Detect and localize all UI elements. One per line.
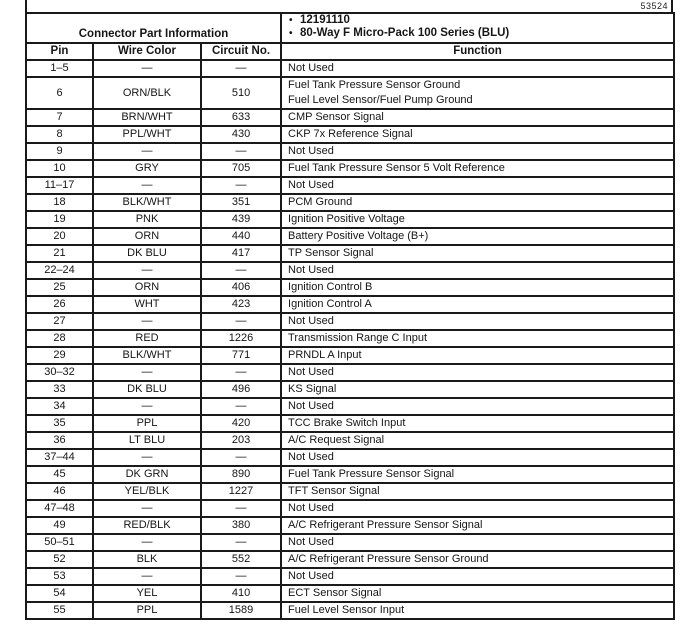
function-line: Not Used	[288, 366, 334, 378]
function-line: PRNDL A Input	[288, 349, 362, 361]
function-line: Ignition Positive Voltage	[288, 213, 405, 225]
column-header-row	[26, 43, 674, 60]
table-row	[26, 398, 674, 415]
pin-cell: 53	[26, 568, 93, 585]
table-row	[26, 415, 674, 432]
pin-cell: 49	[26, 517, 93, 534]
circuit-no-cell: —	[201, 313, 281, 330]
pin-cell: 30–32	[26, 364, 93, 381]
connector-pinout-table	[25, 12, 675, 620]
pin-cell: 10	[26, 160, 93, 177]
pin-cell: 11–17	[26, 177, 93, 194]
function-cell	[281, 228, 674, 245]
pin-cell: 29	[26, 347, 93, 364]
table-row	[26, 534, 674, 551]
function-line: Not Used	[288, 264, 334, 276]
wire-color-cell: GRY	[93, 160, 201, 177]
table-row	[26, 60, 674, 77]
table-row	[26, 262, 674, 279]
circuit-no-cell: 510	[201, 77, 281, 109]
table-row	[26, 500, 674, 517]
circuit-no-cell: 552	[201, 551, 281, 568]
wire-color-cell: PPL	[93, 415, 201, 432]
function-cell	[281, 279, 674, 296]
pin-cell: 36	[26, 432, 93, 449]
column-header-pin: Pin	[26, 43, 93, 60]
function-line: Fuel Level Sensor Input	[288, 604, 405, 616]
pin-cell: 27	[26, 313, 93, 330]
function-cell	[281, 245, 674, 262]
table-row	[26, 381, 674, 398]
pin-cell: 28	[26, 330, 93, 347]
bullet-icon: •	[289, 28, 293, 39]
table-row	[26, 602, 674, 619]
pin-cell: 22–24	[26, 262, 93, 279]
figure-number: 53524	[640, 1, 668, 11]
function-line: ECT Sensor Signal	[288, 587, 382, 599]
pin-cell: 26	[26, 296, 93, 313]
connector-part-information-label: Connector Part Information	[26, 13, 281, 43]
wire-color-cell: —	[93, 449, 201, 466]
function-line: A/C Refrigerant Pressure Sensor Signal	[288, 519, 483, 531]
function-cell	[281, 126, 674, 143]
circuit-no-cell: 203	[201, 432, 281, 449]
pin-cell: 37–44	[26, 449, 93, 466]
table-row	[26, 330, 674, 347]
function-cell	[281, 160, 674, 177]
column-header-wire-color: Wire Color	[93, 43, 201, 60]
function-line: Transmission Range C Input	[288, 332, 428, 344]
pin-cell: 19	[26, 211, 93, 228]
function-line: Not Used	[288, 570, 334, 582]
function-cell	[281, 60, 674, 77]
function-cell	[281, 347, 674, 364]
function-cell	[281, 449, 674, 466]
circuit-no-cell: 420	[201, 415, 281, 432]
circuit-no-cell: —	[201, 398, 281, 415]
function-cell	[281, 77, 674, 109]
function-cell	[281, 415, 674, 432]
wire-color-cell: PNK	[93, 211, 201, 228]
connector-series: 80-Way F Micro-Pack 100 Series (BLU)	[300, 27, 510, 39]
wire-color-cell: DK BLU	[93, 245, 201, 262]
circuit-no-cell: 705	[201, 160, 281, 177]
function-line: Not Used	[288, 536, 334, 548]
wire-color-cell: —	[93, 313, 201, 330]
function-cell	[281, 483, 674, 500]
function-line: A/C Request Signal	[288, 434, 385, 446]
pin-cell: 47–48	[26, 500, 93, 517]
function-line: TCC Brake Switch Input	[288, 417, 406, 429]
circuit-no-cell: 1589	[201, 602, 281, 619]
function-cell	[281, 109, 674, 126]
function-cell	[281, 534, 674, 551]
pin-cell: 20	[26, 228, 93, 245]
table-row	[26, 228, 674, 245]
circuit-no-cell: —	[201, 568, 281, 585]
function-cell	[281, 568, 674, 585]
function-line: Not Used	[288, 502, 334, 514]
wire-color-cell: RED/BLK	[93, 517, 201, 534]
table-row	[26, 160, 674, 177]
table-row	[26, 347, 674, 364]
circuit-no-cell: 496	[201, 381, 281, 398]
pin-cell: 8	[26, 126, 93, 143]
wire-color-cell: PPL/WHT	[93, 126, 201, 143]
circuit-no-cell: 1226	[201, 330, 281, 347]
function-line: TFT Sensor Signal	[288, 485, 380, 497]
circuit-no-cell: —	[201, 364, 281, 381]
table-row	[26, 585, 674, 602]
wire-color-cell: —	[93, 364, 201, 381]
circuit-no-cell: —	[201, 262, 281, 279]
circuit-no-cell: —	[201, 60, 281, 77]
table-row	[26, 568, 674, 585]
wire-color-cell: YEL/BLK	[93, 483, 201, 500]
pin-cell: 55	[26, 602, 93, 619]
table-row	[26, 551, 674, 568]
wire-color-cell: DK GRN	[93, 466, 201, 483]
function-cell	[281, 500, 674, 517]
column-header-circuit-no: Circuit No.	[201, 43, 281, 60]
bullet-icon: •	[289, 15, 293, 26]
circuit-no-cell: —	[201, 143, 281, 160]
function-line: Not Used	[288, 400, 334, 412]
table-row	[26, 143, 674, 160]
pin-table-body	[26, 60, 674, 619]
circuit-no-cell: 380	[201, 517, 281, 534]
pin-cell: 9	[26, 143, 93, 160]
pin-cell: 50–51	[26, 534, 93, 551]
circuit-no-cell: —	[201, 500, 281, 517]
table-row	[26, 432, 674, 449]
function-line: Fuel Tank Pressure Sensor Ground	[288, 79, 461, 91]
pin-cell: 1–5	[26, 60, 93, 77]
circuit-no-cell: 417	[201, 245, 281, 262]
wire-color-cell: ORN	[93, 279, 201, 296]
circuit-no-cell: 890	[201, 466, 281, 483]
table-row	[26, 296, 674, 313]
pin-cell: 21	[26, 245, 93, 262]
table-row	[26, 194, 674, 211]
function-cell	[281, 194, 674, 211]
column-header-function: Function	[281, 43, 674, 60]
table-row	[26, 364, 674, 381]
function-cell	[281, 211, 674, 228]
wire-color-cell: BLK	[93, 551, 201, 568]
wire-color-cell: BRN/WHT	[93, 109, 201, 126]
connector-part-number-line	[289, 14, 673, 27]
function-cell	[281, 517, 674, 534]
table-row	[26, 466, 674, 483]
circuit-no-cell: 406	[201, 279, 281, 296]
wire-color-cell: ORN/BLK	[93, 77, 201, 109]
pin-cell: 6	[26, 77, 93, 109]
wire-color-cell: LT BLU	[93, 432, 201, 449]
pin-cell: 45	[26, 466, 93, 483]
table-row	[26, 77, 674, 109]
function-cell	[281, 585, 674, 602]
function-cell	[281, 602, 674, 619]
wire-color-cell: —	[93, 500, 201, 517]
pin-cell: 35	[26, 415, 93, 432]
connector-part-number: 12191110	[300, 14, 350, 26]
table-row	[26, 109, 674, 126]
function-line: Fuel Tank Pressure Sensor 5 Volt Reference	[288, 162, 505, 174]
table-row	[26, 126, 674, 143]
wire-color-cell: YEL	[93, 585, 201, 602]
circuit-no-cell: 633	[201, 109, 281, 126]
function-line: Not Used	[288, 315, 334, 327]
table-row	[26, 177, 674, 194]
function-line: A/C Refrigerant Pressure Sensor Ground	[288, 553, 489, 565]
function-line: PCM Ground	[288, 196, 353, 208]
wire-color-cell: —	[93, 534, 201, 551]
connector-id-cell	[281, 13, 674, 43]
wire-color-cell: —	[93, 568, 201, 585]
table-row	[26, 279, 674, 296]
table-row	[26, 483, 674, 500]
wire-color-cell: BLK/WHT	[93, 194, 201, 211]
table-row	[26, 211, 674, 228]
function-cell	[281, 143, 674, 160]
circuit-no-cell: 440	[201, 228, 281, 245]
function-cell	[281, 381, 674, 398]
pin-cell: 7	[26, 109, 93, 126]
function-cell	[281, 551, 674, 568]
pin-cell: 54	[26, 585, 93, 602]
wire-color-cell: —	[93, 143, 201, 160]
wire-color-cell: —	[93, 262, 201, 279]
function-cell	[281, 432, 674, 449]
pin-cell: 33	[26, 381, 93, 398]
pin-cell: 25	[26, 279, 93, 296]
function-line: Not Used	[288, 179, 334, 191]
wire-color-cell: PPL	[93, 602, 201, 619]
wire-color-cell: BLK/WHT	[93, 347, 201, 364]
circuit-no-cell: —	[201, 449, 281, 466]
function-cell	[281, 330, 674, 347]
function-cell	[281, 364, 674, 381]
circuit-no-cell: 410	[201, 585, 281, 602]
function-line: TP Sensor Signal	[288, 247, 374, 259]
function-line: Ignition Control A	[288, 298, 372, 310]
circuit-no-cell: —	[201, 177, 281, 194]
function-line: Fuel Level Sensor/Fuel Pump Ground	[288, 94, 473, 106]
table-header	[26, 13, 674, 60]
table-row	[26, 449, 674, 466]
function-line: Ignition Control B	[288, 281, 373, 293]
pin-cell: 46	[26, 483, 93, 500]
function-line: Fuel Tank Pressure Sensor Signal	[288, 468, 455, 480]
wire-color-cell: RED	[93, 330, 201, 347]
table-row	[26, 245, 674, 262]
circuit-no-cell: 439	[201, 211, 281, 228]
wire-color-cell: WHT	[93, 296, 201, 313]
function-line: Battery Positive Voltage (B+)	[288, 230, 429, 242]
pin-cell: 52	[26, 551, 93, 568]
wire-color-cell: DK BLU	[93, 381, 201, 398]
function-cell	[281, 398, 674, 415]
function-cell	[281, 466, 674, 483]
function-cell	[281, 313, 674, 330]
function-line: Not Used	[288, 451, 334, 463]
circuit-no-cell: 430	[201, 126, 281, 143]
circuit-no-cell: 423	[201, 296, 281, 313]
wire-color-cell: —	[93, 177, 201, 194]
table-row	[26, 313, 674, 330]
wire-color-cell: ORN	[93, 228, 201, 245]
function-cell	[281, 177, 674, 194]
circuit-no-cell: 771	[201, 347, 281, 364]
function-line: Not Used	[288, 145, 334, 157]
wire-color-cell: —	[93, 60, 201, 77]
circuit-no-cell: 351	[201, 194, 281, 211]
connector-series-line	[289, 27, 673, 40]
wire-color-cell: —	[93, 398, 201, 415]
function-cell	[281, 296, 674, 313]
function-line: KS Signal	[288, 383, 337, 395]
table-row	[26, 517, 674, 534]
function-line: CKP 7x Reference Signal	[288, 128, 413, 140]
function-line: CMP Sensor Signal	[288, 111, 384, 123]
circuit-no-cell: 1227	[201, 483, 281, 500]
connector-info-row	[26, 13, 674, 43]
function-line: Not Used	[288, 62, 334, 74]
circuit-no-cell: —	[201, 534, 281, 551]
function-cell	[281, 262, 674, 279]
pin-cell: 34	[26, 398, 93, 415]
pin-cell: 18	[26, 194, 93, 211]
